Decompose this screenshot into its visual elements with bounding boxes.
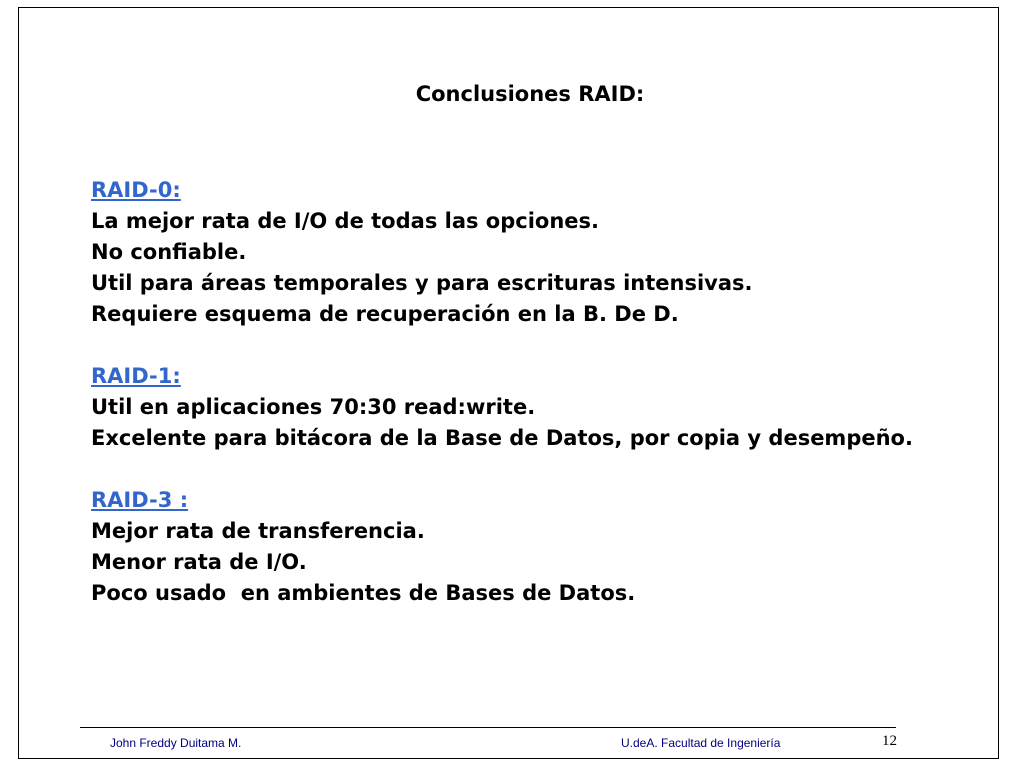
page-number: 12	[882, 733, 897, 749]
bullet-line: Menor rata de I/O.	[91, 550, 307, 574]
section-heading[interactable]: RAID-3 :	[91, 488, 189, 512]
section-heading[interactable]: RAID-0:	[91, 178, 181, 202]
section-raid-0	[91, 175, 971, 330]
bullet-line: Requiere esquema de recuperación en la B. De D.	[91, 302, 679, 326]
bullet-line: No confiable.	[91, 240, 247, 264]
section-heading[interactable]: RAID-1:	[91, 364, 181, 388]
bullet-line: Poco usado en ambientes de Bases de Datos.	[91, 581, 636, 605]
footer-institution: U.deA. Facultad de Ingeniería	[621, 736, 781, 750]
bullet-line: Util para áreas temporales y para escrituras intensivas.	[91, 271, 753, 295]
footer-author: John Freddy Duitama M.	[110, 736, 242, 750]
section-raid-1	[91, 361, 971, 454]
footer-divider	[80, 727, 896, 728]
bullet-line: Excelente para bitácora de la Base de Datos, por copia y desempeño.	[91, 426, 913, 450]
slide-title: Conclusiones RAID:	[415, 82, 645, 106]
bullet-line: Mejor rata de transferencia.	[91, 519, 425, 543]
section-raid-3	[91, 485, 971, 609]
bullet-line: La mejor rata de I/O de todas las opciones.	[91, 209, 600, 233]
slide-content	[91, 175, 971, 640]
bullet-line: Util en aplicaciones 70:30 read:write.	[91, 395, 536, 419]
